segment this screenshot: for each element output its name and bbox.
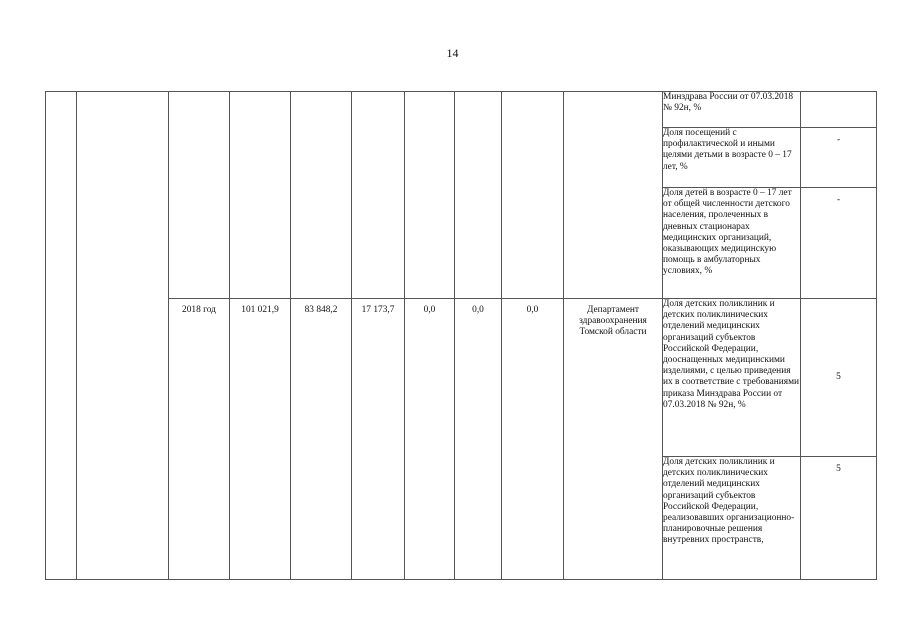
indicator-cell — [663, 299, 801, 457]
department-cell-empty — [564, 92, 663, 299]
indicator-text: Доля детских поликлиник и детских поликлинических отделений медицинских организаций субъектов Российской Федерации, реализовавших организационно-планировочные решения внутревних пространств, — [663, 457, 795, 546]
indicator-cell — [663, 128, 801, 188]
col-name-cell — [77, 92, 169, 580]
regional-value: 17 173,7 — [361, 305, 395, 315]
col-number-cell — [46, 92, 77, 580]
page-number: 14 — [446, 46, 459, 60]
regional-cell — [352, 299, 405, 580]
other2-cell-empty — [502, 92, 564, 299]
other1-value: 0,0 — [472, 305, 484, 315]
target-value: 5 — [836, 464, 841, 474]
total-cell-empty — [230, 92, 291, 299]
federal-cell-empty — [291, 92, 352, 299]
target-value-cell — [801, 457, 877, 580]
target-value-cell — [801, 128, 877, 188]
local-cell-empty — [405, 92, 455, 299]
other2-value: 0,0 — [526, 305, 539, 315]
indicator-text: Доля детских поликлиник и детских поликлинических отделений медицинских организаций субъектов Российской Федерации, дооснащенных медицинскими изделиями, с целью приведения их в соответствие с требованиями приказа Минздрава России от 07.03.2018 № 92н, % — [663, 299, 800, 410]
local-cell — [405, 299, 455, 580]
target-value: - — [836, 135, 841, 145]
local-value: 0,0 — [423, 305, 436, 315]
department-cell — [564, 299, 663, 580]
regional-cell-empty — [352, 92, 405, 299]
year-value: 2018 год — [182, 305, 216, 315]
indicator-text: Доля посещений с профилактической и иными целями детьми в возрасте 0 – 17 лет, % — [663, 128, 792, 172]
target-value-cell — [801, 92, 877, 128]
table-row — [46, 92, 877, 128]
department-name: Департамент здравоохранения Томской области — [579, 305, 647, 338]
table-row — [46, 299, 877, 457]
federal-value: 83 848,2 — [304, 305, 338, 315]
indicator-text: Минздрава России от 07.03.2018 № 92н, % — [663, 92, 794, 114]
total-cell — [230, 299, 291, 580]
indicator-cell — [663, 457, 801, 580]
other1-cell-empty — [455, 92, 502, 299]
indicator-cell — [663, 188, 801, 299]
target-value: - — [836, 195, 841, 205]
other2-cell — [502, 299, 564, 580]
total-value: 101 021,9 — [241, 305, 279, 315]
year-cell — [169, 299, 230, 580]
target-value-cell — [801, 188, 877, 299]
indicator-text: Доля детей в возрасте 0 – 17 лет от общей численности детского населения, пролеченных в дневных стационарах медицинских организаций, оказывающих медицинскую помощь в амбулаторных условиях, % — [663, 188, 792, 277]
other1-cell — [455, 299, 502, 580]
year-cell-empty — [169, 92, 230, 299]
target-value-cell — [801, 299, 877, 457]
federal-cell — [291, 299, 352, 580]
target-value: 5 — [836, 371, 841, 382]
program-table — [45, 91, 877, 580]
indicator-cell — [663, 92, 801, 128]
